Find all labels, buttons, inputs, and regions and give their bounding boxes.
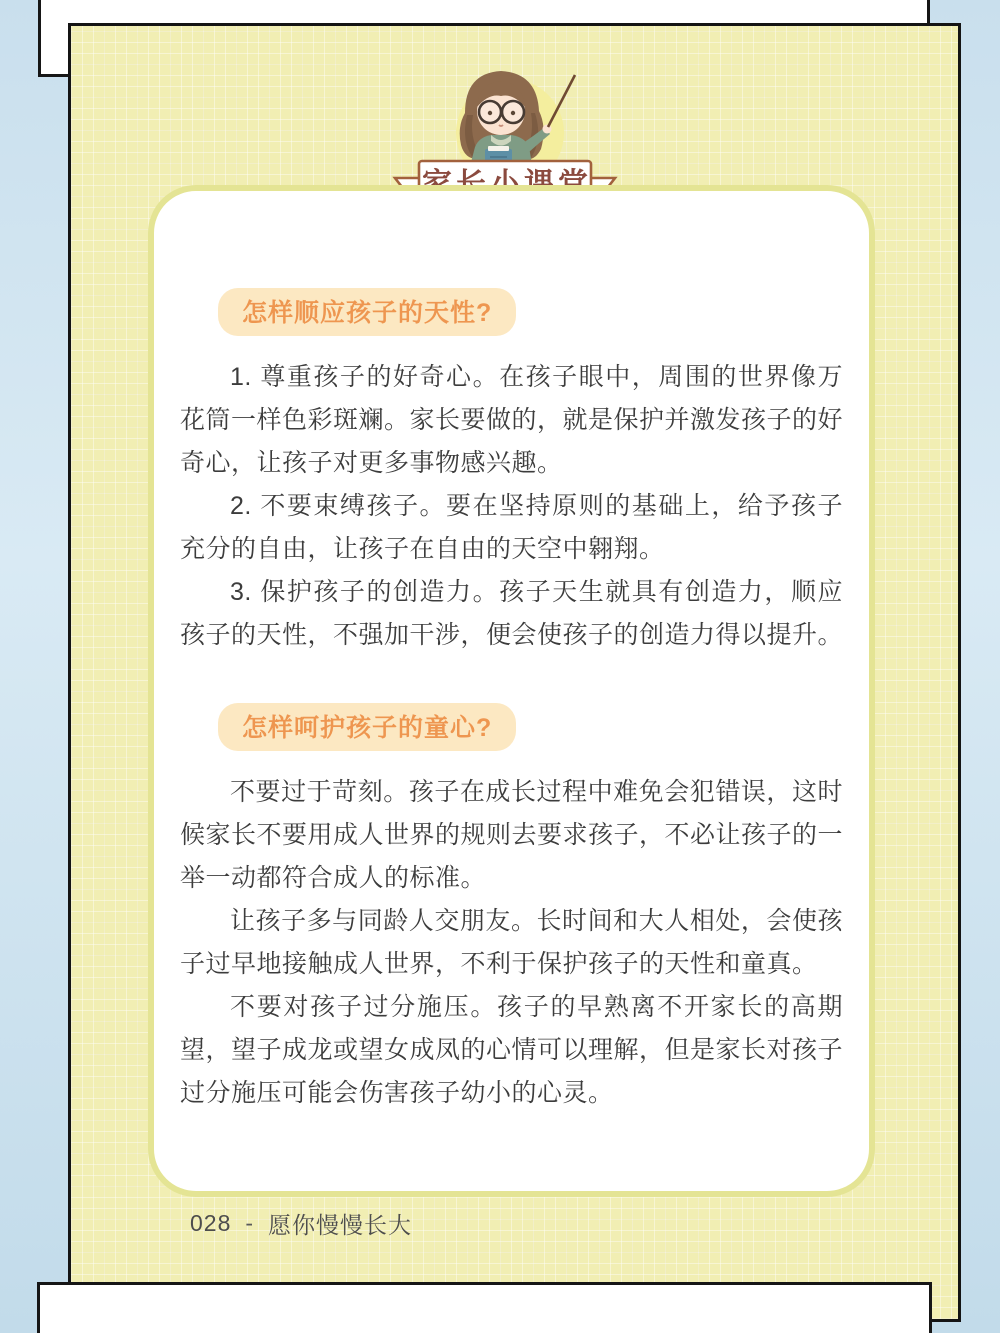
page-footer bbox=[190, 1207, 412, 1240]
section-heading-childlike-heart: 怎样呵护孩子的童心? bbox=[218, 703, 516, 751]
paragraph: 1. 尊重孩子的好奇心。在孩子眼中，周围的世界像万花筒一样色彩斑斓。家长要做的，就是保护并激发孩子的好奇心，让孩子对更多事物感兴趣。 bbox=[180, 363, 844, 477]
paper-sheet-bottom bbox=[37, 1282, 932, 1333]
paragraph: 3. 保护孩子的创造力。孩子天生就具有创造力，顺应孩子的天性，不强加干涉，便会使孩子的创造力得以提升。 bbox=[180, 578, 844, 649]
section-body-childlike-heart bbox=[180, 771, 843, 1115]
section-body-nature bbox=[180, 356, 843, 657]
paragraph: 让孩子多与同龄人交朋友。长时间和大人相处，会使孩子过早地接触成人世界，不利于保护孩子的天性和童真。 bbox=[180, 907, 843, 978]
content-card bbox=[148, 185, 875, 1197]
paragraph: 不要过于苛刻。孩子在成长过程中难免会犯错误，这时候家长不要用成人世界的规则去要求孩子，不必让孩子的一举一动都符合成人的标准。 bbox=[180, 778, 844, 892]
section-heading-nature: 怎样顺应孩子的天性? bbox=[218, 288, 516, 336]
footer-separator: - bbox=[245, 1210, 255, 1236]
paragraph: 2. 不要束缚孩子。要在坚持原则的基础上，给予孩子充分的自由，让孩子在自由的天空中翱翔。 bbox=[180, 492, 843, 563]
page-number: 028 bbox=[190, 1210, 232, 1236]
teacher-girl-illustration-icon bbox=[415, 55, 595, 170]
paragraph: 不要对孩子过分施压。孩子的早熟离不开家长的高期望，望子成龙或望女成凤的心情可以理解，但是家长对孩子过分施压可能会伤害孩子幼小的心灵。 bbox=[180, 993, 844, 1107]
book-title: 愿你慢慢长大 bbox=[268, 1212, 413, 1238]
